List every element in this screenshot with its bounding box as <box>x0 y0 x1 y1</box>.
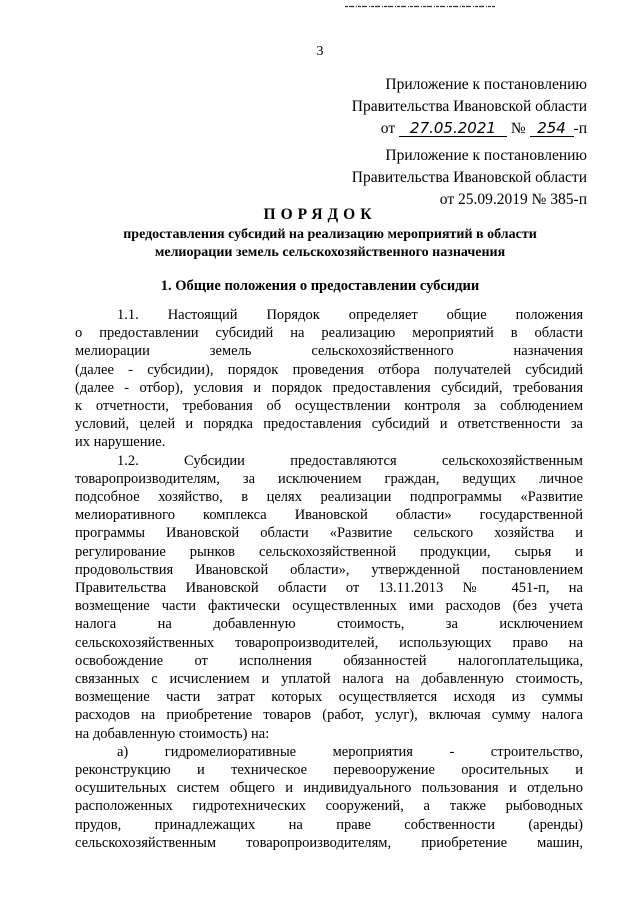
text-line: сельскохозяйственным товаропроизводителям, приобретение машин, <box>75 834 583 851</box>
text-line: мелиоративного комплекса Ивановской области» государственной <box>75 507 583 524</box>
appendix-block-new <box>352 74 587 140</box>
text-line: прудов, принадлежащих на праве собственности (аренды) <box>75 816 583 833</box>
text-line: Правительства Ивановской области от 13.11.2013 № 451-п, на <box>75 580 583 597</box>
appendix-line: Приложение к постановлению <box>385 76 587 93</box>
text-line: а) гидромелиоративные мероприятия - строительство, <box>117 743 583 760</box>
text-line: расходов на приобретение товаров (работ, услуг), включая сумму налога <box>75 707 583 724</box>
text-line: возмещение части фактически осуществленных ими расходов (без учета <box>75 598 583 615</box>
paragraph-1-2 <box>75 452 583 743</box>
number-prefix: № <box>510 120 526 137</box>
text-line: налога на добавленную стоимость, за исключением <box>75 616 583 633</box>
document-subtitle <box>70 226 590 262</box>
text-line: мелиорации земель сельскохозяйственного назначения <box>75 343 583 360</box>
text-line: реконструкцию и техническое перевооружение оросительных и <box>75 762 583 779</box>
text-line: на добавленную стоимость) на: <box>75 725 270 742</box>
handwritten-date: 27.05.2021 <box>399 120 507 137</box>
subtitle-line: предоставления субсидий на реализацию мероприятий в области <box>123 227 537 242</box>
text-line: сельскохозяйственных товаропроизводителей, использующих право на <box>75 634 583 651</box>
scan-artifact <box>345 4 495 9</box>
text-line: продовольствия Ивановской области», утвержденной постановлением <box>75 561 583 578</box>
text-line: к отчетности, требования об осуществлении контроля за соблюдением <box>75 398 583 415</box>
text-line: расположенных гидротехнических сооружений, а также рыбоводных <box>75 798 583 815</box>
appendix-block-old <box>352 145 587 211</box>
paragraph-1-1 <box>75 306 583 452</box>
section-heading: 1. Общие положения о предоставлении субсидии <box>160 278 480 294</box>
text-line: (далее - отбор), условия и порядок предоставления субсидий, требования <box>75 379 583 396</box>
text-line: 1.1. Настоящий Порядок определяет общие положения <box>117 307 583 323</box>
document-body <box>75 306 583 852</box>
handwritten-number: 254 <box>530 120 574 137</box>
text-line: 1.2. Субсидии предоставляются сельскохозяйственным <box>117 452 583 469</box>
text-line: о предоставлении субсидий на реализацию мероприятий в области <box>75 325 583 342</box>
document-title: ПОРЯДОК <box>263 206 377 223</box>
text-line: возмещение части затрат которых осуществляется исходя из суммы <box>75 689 583 706</box>
text-line: (далее - субсидии), порядок проведения отбора получателей субсидий <box>75 361 583 378</box>
text-line: связанных с исчислением и уплатой налога на добавленную стоимость, <box>75 671 583 688</box>
text-line: их нарушение. <box>75 434 166 451</box>
text-line: осушительных систем общего и индивидуального пользования и отдельно <box>75 780 583 797</box>
text-line: программы Ивановской области «Развитие сельского хозяйства и <box>75 525 583 542</box>
text-line: условий, целей и порядка предоставления субсидий и ответственности за <box>75 416 583 433</box>
text-line: регулирование рынков сельскохозяйственной продукции, сырья и <box>75 543 583 560</box>
appendix-line: Приложение к постановлению <box>385 147 587 164</box>
text-line: освобождение от исполнения обязанностей налогоплательщика, <box>75 652 583 669</box>
text-line: подсобное хозяйство, в целях реализации подпрограммы «Развитие <box>75 489 583 506</box>
appendix-line: от 25.09.2019 № 385-п <box>439 191 587 208</box>
appendix-line: Правительства Ивановской области <box>351 98 587 115</box>
appendix-line: Правительства Ивановской области <box>351 169 587 186</box>
date-prefix: от <box>380 120 396 137</box>
number-suffix: -п <box>573 120 587 137</box>
paragraph-a <box>75 743 583 852</box>
page-number: 3 <box>316 44 324 59</box>
subtitle-line: мелиорации земель сельскохозяйственного назначения <box>154 245 506 260</box>
text-line: товаропроизводителям, за исключением граждан, ведущих личное <box>75 470 583 487</box>
appendix-date-line <box>352 118 587 140</box>
